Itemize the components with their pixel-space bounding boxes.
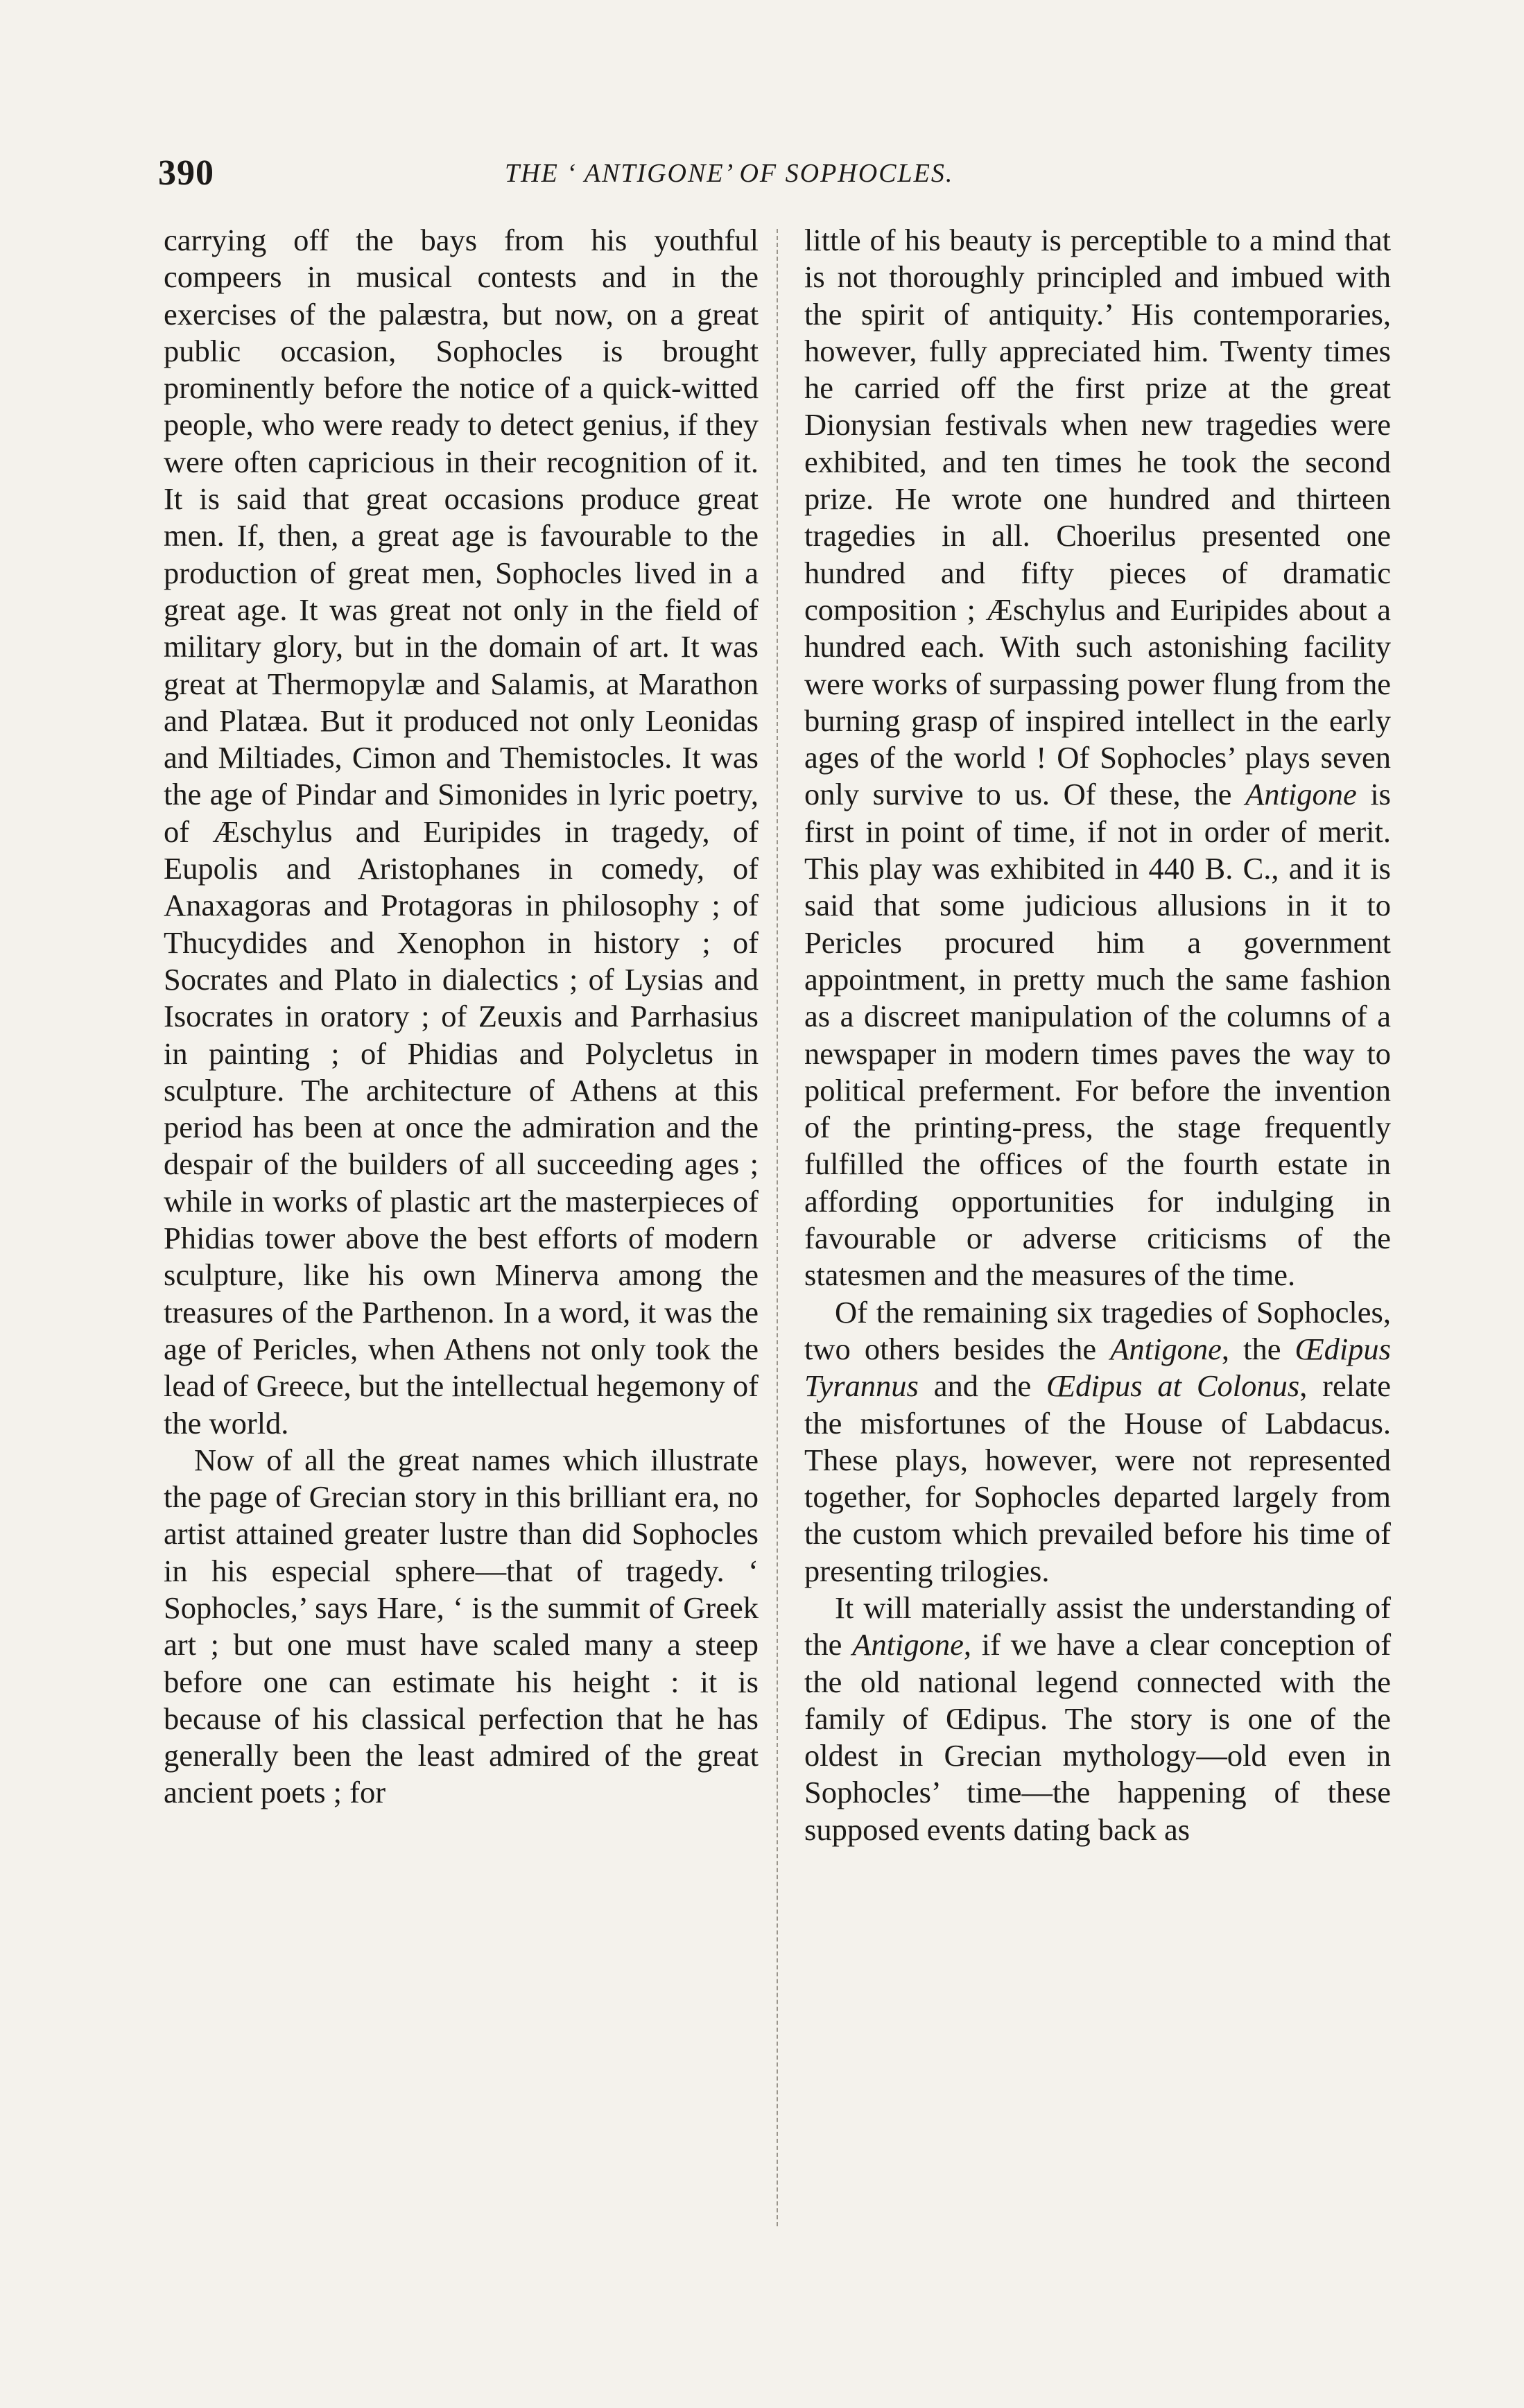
text-run: and the [933,1368,1032,1404]
paragraph: carrying off the bays from his youthful compeers in musical contests and in the exercises of the palæstra, but now, on a great public occasion, Sophocles is brought prominently before the notice of a quick-witted people, who were ready to detect genius, if they were often capricious in their recognition of it. It is said that great occasions produce great men. If, then, a great age is favourable to the production of great men, Sophocles lived in a great age. It was great not only in the field of military glory, but in the domain of art. It was great at Thermopylæ and Salamis, at Marathon and Platæa. But it produced not only Leonidas and Miltiades, Cimon and Themistocles. It was the age of Pindar and Simonides in lyric poetry, of Æschylus and Euripides in tragedy, of Eupolis and Aristophanes in comedy, of Anaxagoras and Protagoras in philosophy ; of Thucydides and Xenophon in history ; of Socrates and Plato in dialectics ; of Lysias and Isocrates in oratory ; of Zeuxis and Parrhasius in painting ; of Phidias and Polycletus in sculpture. The architecture of Athens at this period has been at once the admiration and the despair of the builders of all succeeding ages ; while in works of plastic art the masterpieces of Phidias tower above the best efforts of modern sculpture, like his own Minerva among the treasures of the Parthenon. In a word, it was the age of Pericles, when Athens not only took the lead of Greece, but the intellectual hegemony of the world. [164,223,759,1440]
left-column [164,222,759,1812]
title-oedipus-at-colonus: Œdipus at Colonus [1046,1368,1300,1404]
right-column [804,222,1391,1848]
column-divider [777,229,778,2226]
text-run: , the [1221,1331,1281,1366]
text-run: , relate the misfortunes of the House of Labdacus. These plays, however, were not represented together, for Sophocles departed largely from the custom which prevailed before his time of presenting trilogies. [804,1368,1392,1588]
page-header [158,153,1381,201]
running-title: THE ‘ ANTIGONE’ OF SOPHOCLES. [505,159,954,188]
paragraph [804,222,1391,1294]
paragraph [804,1590,1391,1848]
text-run: is first in point of time, if not in order of merit. This play was exhibited in 440 B. C., and it is said that some judicious allusions in it to Pericles procured him a government appointment, in pretty much the same fashion as a discreet manipulation of the columns of a newspaper in modern times paves the way to political preferment. For before the invention of the printing-press, the stage frequently fulfilled the offices of the fourth estate in affording opportunities for indulging in favourable or adverse criticisms of the statesmen and the measures of the time. [804,777,1391,1293]
paragraph: Now of all the great names which illustrate the page of Grecian story in this brilliant era, no artist attained greater lustre than did Sophocles in his especial sphere—that of tragedy. ‘ Sophocles,’ says Hare, ‘ is the summit of Greek art ; but one must have scaled many a steep before one can estimate his height : it is because of his classical perfection that he has generally been the least admired of the great ancient poets ; for [164,1442,759,1810]
title-oedipus-tyrannus: Œdipus Tyrannus [804,1331,1391,1404]
text-run: It will materially assist the understanding of the [804,1590,1391,1662]
page-number: 390 [158,153,214,193]
title-antigone: Antigone [852,1627,964,1662]
text-run: little of his beauty is perceptible to a mind that is not thoroughly principled and imbued with the spirit of antiquity.’ His contemporaries, however, fully appreciated him. Twenty times he carried off the first prize at the great Dionysian festivals when new tragedies were exhibited, and ten times he took the second prize. He wrote one hundred and thirteen tragedies in all. Choerilus presented one hundred and fifty pieces of dramatic composition ; Æschylus and Euripides about a hundred each. With such astonishing facility were works of surpassing power flung from the burning grasp of inspired intellect in the early ages of the world ! Of Sophocles’ plays seven only survive to us. Of these, the [804,223,1391,812]
text-run: Of the remaining six tragedies of Sophocles, two others besides the [804,1294,1391,1366]
paragraph [804,1294,1391,1590]
title-antigone: Antigone [1245,777,1357,812]
text-run: , if we have a clear conception of the old national legend connected with the family of Œdipus. The story is one of the oldest in Grecian mythology—old even in Sophocles’ time—the happening of these supposed events dating back as [804,1627,1392,1847]
title-antigone: Antigone [1110,1331,1222,1366]
